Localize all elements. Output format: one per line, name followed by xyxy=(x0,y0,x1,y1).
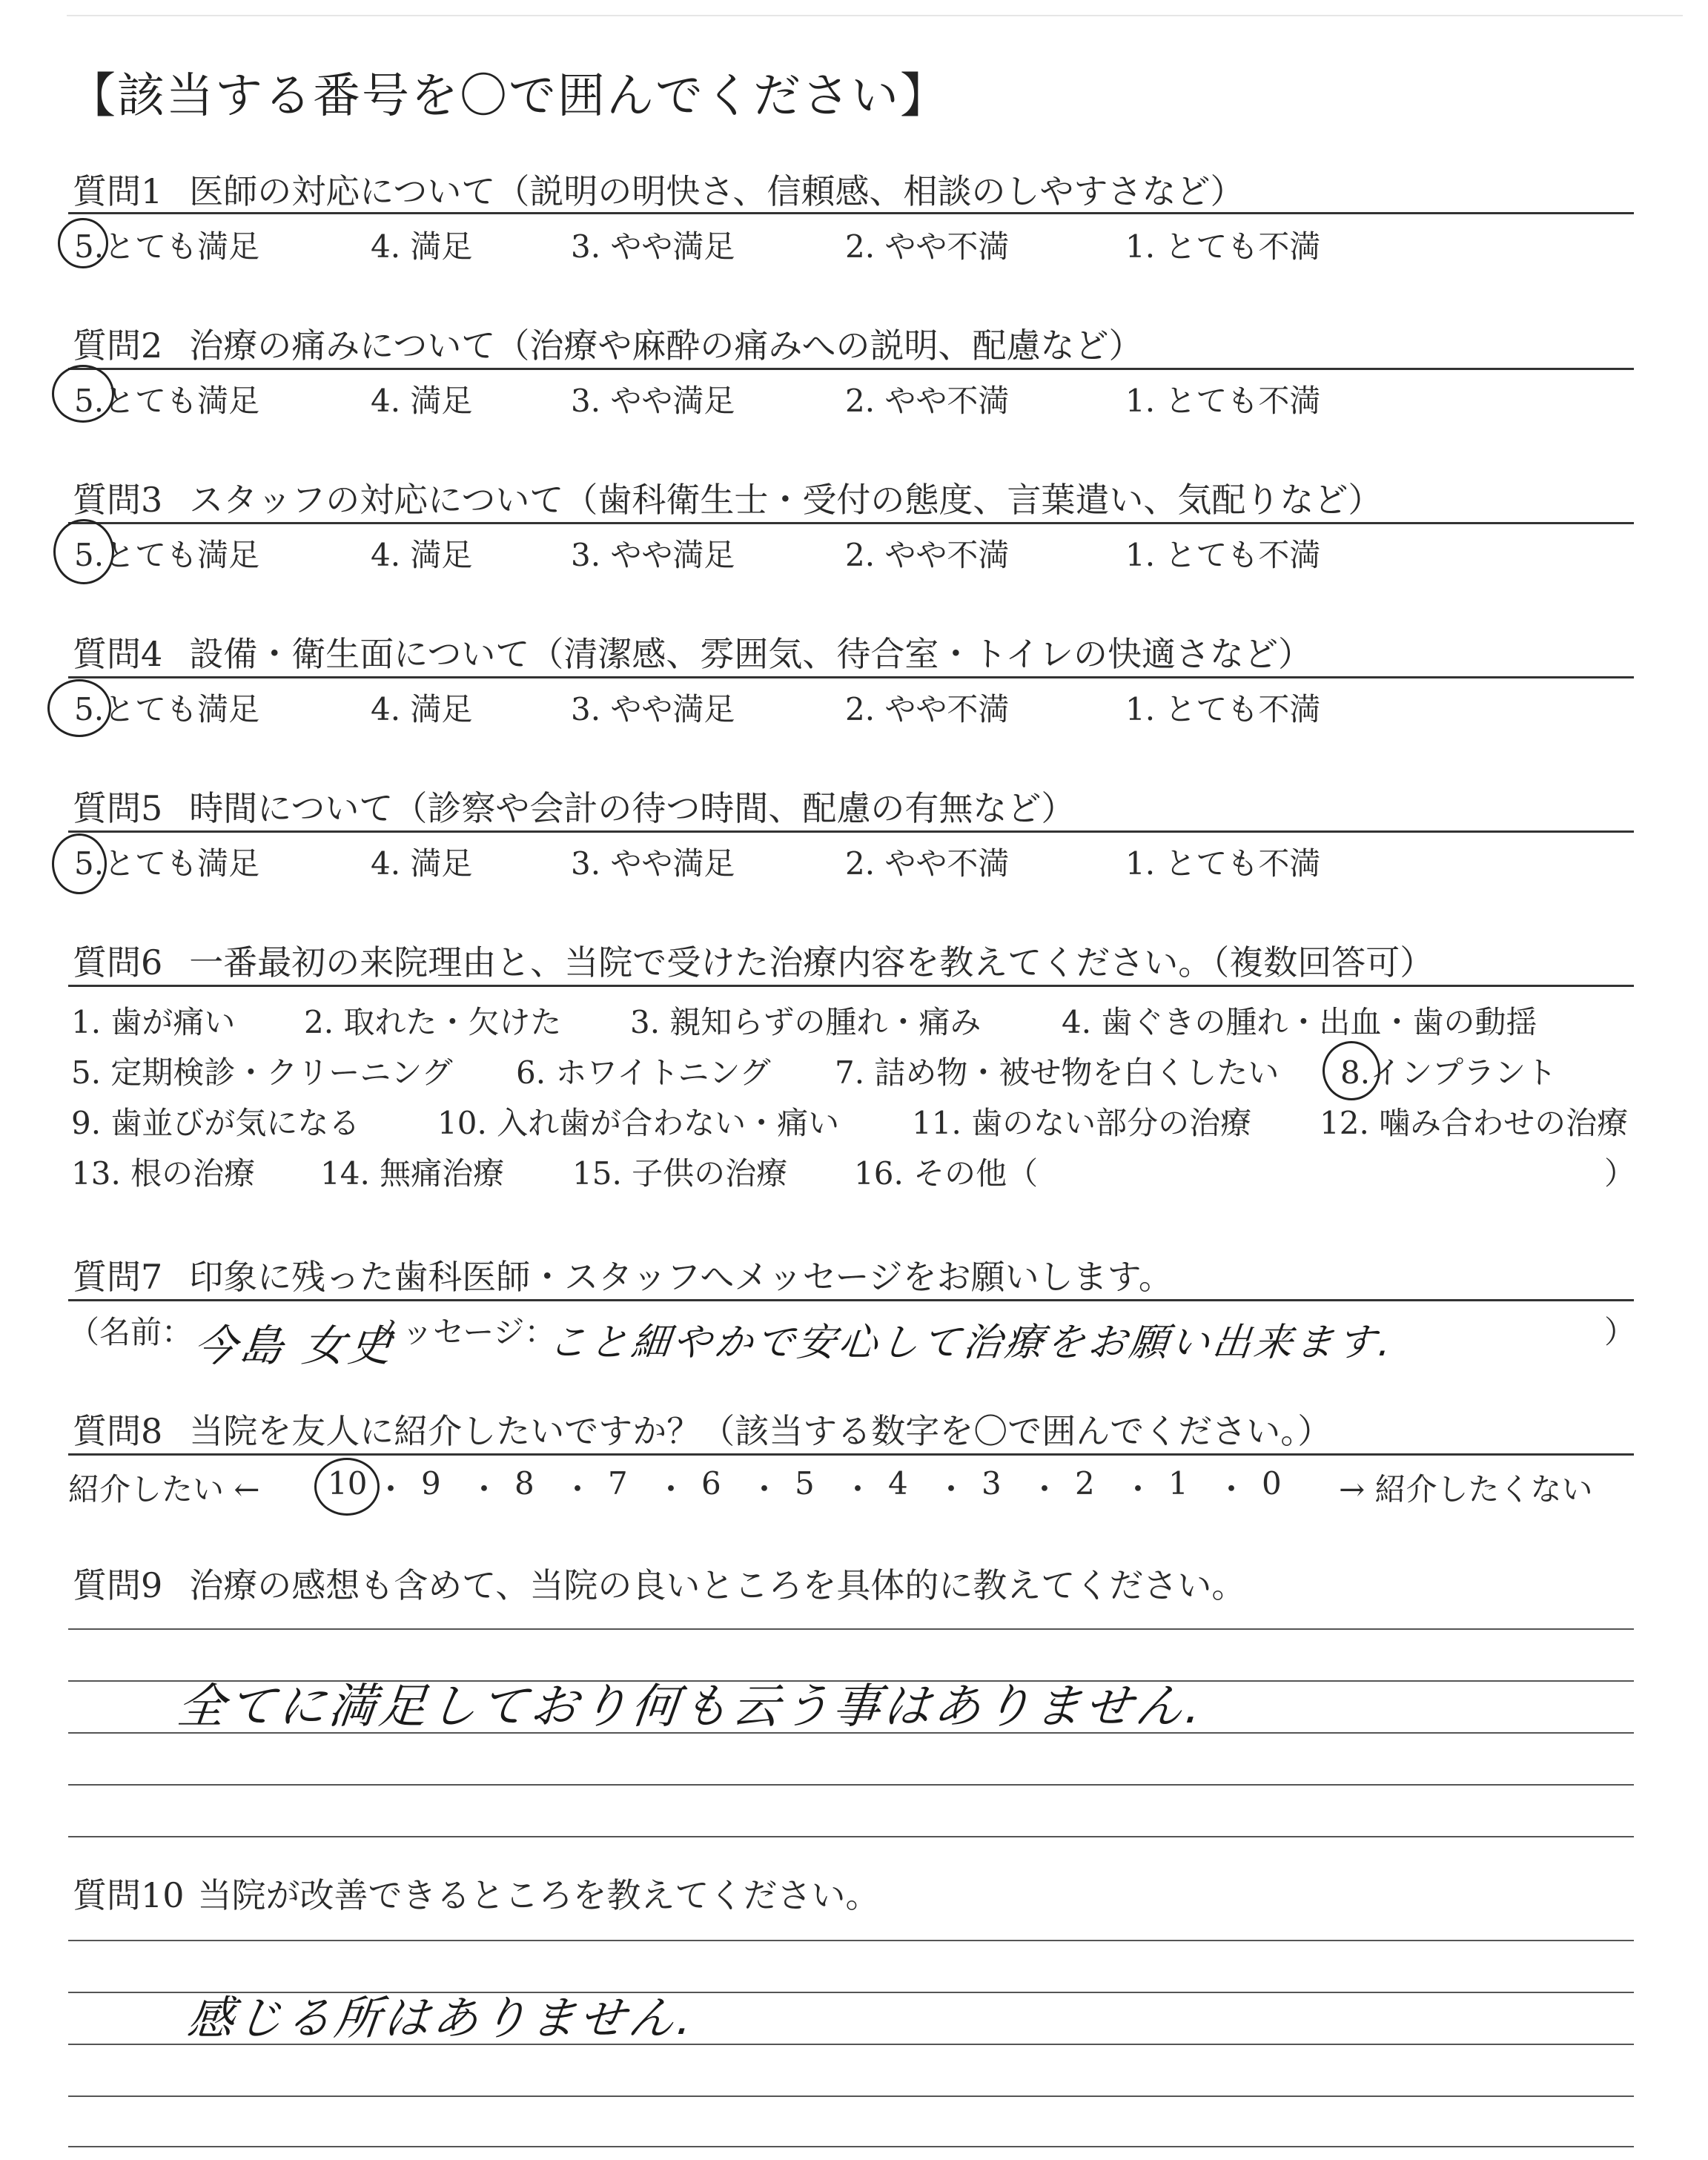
reason-option[interactable]: 2. 取れた・欠けた xyxy=(304,1004,562,1040)
selection-circle xyxy=(1323,1041,1380,1100)
scale-separator: ・ xyxy=(936,1471,967,1507)
answer-line xyxy=(68,1628,1634,1630)
question-text: 時間について（診察や会計の待つ時間、配慮の有無など） xyxy=(189,788,1076,828)
scale-value-5[interactable]: 5 xyxy=(795,1465,815,1502)
option-2[interactable]: 2. やや不満 xyxy=(845,537,1010,573)
question-rule xyxy=(68,368,1634,370)
question-text: 当院が改善できるところを教えてください。 xyxy=(197,1875,880,1915)
scale-value-10[interactable]: 10 xyxy=(328,1465,368,1502)
name-label: （名前： xyxy=(68,1314,193,1350)
question-text: 印象に残った歯科医師・スタッフへメッセージをお願いします。 xyxy=(189,1257,1173,1297)
scale-value-9[interactable]: 9 xyxy=(421,1465,441,1502)
option-4[interactable]: 4. 満足 xyxy=(371,691,473,727)
message-value[interactable]: こと細やかで安心して治療をお願い出来ます. xyxy=(546,1321,1397,1365)
selection-circle xyxy=(58,218,108,268)
question-rule xyxy=(68,830,1634,833)
question-number: 質問1 xyxy=(73,171,163,211)
reason-option[interactable]: 1. 歯が痛い xyxy=(71,1004,236,1040)
answer-line xyxy=(68,1784,1634,1786)
question-number: 質問10 xyxy=(73,1875,185,1915)
page-title: 【該当する番号を〇で囲んでください】 xyxy=(68,69,949,124)
selection-circle xyxy=(314,1458,380,1516)
close-paren: ） xyxy=(1604,1155,1636,1192)
question-rule xyxy=(68,1453,1634,1456)
option-5[interactable]: 5.とても満足 xyxy=(74,537,260,573)
option-3[interactable]: 3. やや満足 xyxy=(571,228,735,265)
option-1[interactable]: 1. とても不満 xyxy=(1125,691,1321,727)
question-text: 治療の痛みについて（治療や麻酔の痛みへの説明、配慮など） xyxy=(189,326,1143,366)
reason-option[interactable]: 9. 歯並びが気になる xyxy=(71,1105,360,1141)
scale-separator: ・ xyxy=(1029,1471,1061,1507)
question-number: 質問7 xyxy=(73,1257,163,1297)
reason-option[interactable]: 13. 根の治療 xyxy=(71,1155,256,1192)
reason-option[interactable]: 6. ホワイトニング xyxy=(516,1054,771,1091)
option-4[interactable]: 4. 満足 xyxy=(371,383,473,419)
question-rule xyxy=(68,985,1634,987)
answer-line xyxy=(68,1836,1634,1837)
option-3[interactable]: 3. やや満足 xyxy=(571,845,735,882)
scale-separator: ・ xyxy=(375,1471,407,1507)
improvement-answer[interactable]: 感じる所はありません. xyxy=(185,1991,698,2045)
question-rule xyxy=(68,676,1634,678)
option-4[interactable]: 4. 満足 xyxy=(371,537,473,573)
scale-value-1[interactable]: 1 xyxy=(1168,1465,1188,1502)
scale-value-6[interactable]: 6 xyxy=(701,1465,721,1502)
close-paren: ） xyxy=(1604,1314,1636,1350)
option-5[interactable]: 5.とても満足 xyxy=(74,383,260,419)
reason-option[interactable]: 8.インプラント xyxy=(1340,1054,1558,1091)
question-rule xyxy=(68,1299,1634,1301)
option-4[interactable]: 4. 満足 xyxy=(371,845,473,882)
option-2[interactable]: 2. やや不満 xyxy=(845,228,1010,265)
scale-value-7[interactable]: 7 xyxy=(608,1465,628,1502)
reason-option[interactable]: 7. 詰め物・被せ物を白くしたい xyxy=(835,1054,1280,1091)
scale-separator: ・ xyxy=(1216,1471,1248,1507)
question-rule xyxy=(68,522,1634,524)
scale-separator: ・ xyxy=(1122,1471,1154,1507)
option-5[interactable]: 5.とても満足 xyxy=(74,228,260,265)
question-text: スタッフの対応について（歯科衛生士・受付の態度、言葉遣い、気配りなど） xyxy=(189,480,1383,520)
answer-line xyxy=(68,2095,1634,2097)
recommend-left-label: 紹介したい ← xyxy=(68,1471,260,1507)
option-2[interactable]: 2. やや不満 xyxy=(845,383,1010,419)
scale-value-0[interactable]: 0 xyxy=(1262,1465,1282,1502)
question-number: 質問9 xyxy=(73,1565,163,1605)
answer-line xyxy=(68,2146,1634,2147)
question-number: 質問8 xyxy=(73,1411,163,1451)
reason-option[interactable]: 3. 親知らずの腫れ・痛み xyxy=(630,1004,982,1040)
scale-value-3[interactable]: 3 xyxy=(982,1465,1002,1502)
question-text: 設備・衛生面について（清潔感、雰囲気、待合室・トイレの快適さなど） xyxy=(189,634,1313,674)
option-1[interactable]: 1. とても不満 xyxy=(1125,383,1321,419)
scale-value-8[interactable]: 8 xyxy=(514,1465,534,1502)
scale-separator: ・ xyxy=(749,1471,781,1507)
selection-circle xyxy=(52,833,107,894)
option-2[interactable]: 2. やや不満 xyxy=(845,691,1010,727)
option-5[interactable]: 5.とても満足 xyxy=(74,691,260,727)
selection-circle xyxy=(47,679,111,737)
question-text: 一番最初の来院理由と、当院で受けた治療内容を教えてください。（複数回答可） xyxy=(189,942,1434,982)
good-points-answer[interactable]: 全てに満足しており何も云う事はありません. xyxy=(174,1680,1207,1734)
question-number: 質問4 xyxy=(73,634,163,674)
reason-option[interactable]: 16. その他（ xyxy=(854,1155,1039,1192)
option-1[interactable]: 1. とても不満 xyxy=(1125,537,1321,573)
option-4[interactable]: 4. 満足 xyxy=(371,228,473,265)
scale-separator: ・ xyxy=(842,1471,874,1507)
scale-separator: ・ xyxy=(562,1471,594,1507)
option-1[interactable]: 1. とても不満 xyxy=(1125,845,1321,882)
selection-circle xyxy=(53,519,114,584)
scale-separator: ・ xyxy=(655,1471,687,1507)
question-rule xyxy=(68,212,1634,214)
reason-option[interactable]: 15. 子供の治療 xyxy=(572,1155,788,1192)
message-label: メッセージ： xyxy=(371,1314,556,1350)
scale-separator: ・ xyxy=(469,1471,500,1507)
question-number: 質問5 xyxy=(73,788,163,828)
question-text: 治療の感想も含めて、当院の良いところを具体的に教えてください。 xyxy=(189,1565,1246,1605)
question-text: 当院を友人に紹介したいですか？（該当する数字を〇で囲んでください。） xyxy=(189,1411,1332,1451)
scale-value-4[interactable]: 4 xyxy=(888,1465,908,1502)
question-number: 質問6 xyxy=(73,942,163,982)
selection-circle xyxy=(52,365,114,423)
option-5[interactable]: 5.とても満足 xyxy=(74,845,260,882)
reason-option[interactable]: 12. 噛み合わせの治療 xyxy=(1320,1105,1629,1141)
question-number: 質問2 xyxy=(73,326,163,366)
reason-option[interactable]: 4. 歯ぐきの腫れ・出血・歯の動揺 xyxy=(1062,1004,1537,1040)
answer-line xyxy=(68,1940,1634,1941)
reason-option[interactable]: 10. 入れ歯が合わない・痛い xyxy=(437,1105,840,1141)
option-3[interactable]: 3. やや満足 xyxy=(571,691,735,727)
option-3[interactable]: 3. やや満足 xyxy=(571,383,735,419)
question-number: 質問3 xyxy=(73,480,163,520)
reason-option[interactable]: 14. 無痛治療 xyxy=(320,1155,505,1192)
option-1[interactable]: 1. とても不満 xyxy=(1125,228,1321,265)
recommend-right-label: → 紹介したくない xyxy=(1339,1471,1593,1507)
top-border xyxy=(67,15,1683,16)
question-text: 医師の対応について（説明の明快さ、信頼感、相談のしやすさなど） xyxy=(189,171,1245,211)
reason-option[interactable]: 5. 定期検診・クリーニング xyxy=(71,1054,453,1091)
scale-value-2[interactable]: 2 xyxy=(1075,1465,1095,1502)
reason-option[interactable]: 11. 歯のない部分の治療 xyxy=(912,1105,1252,1141)
name-value[interactable]: 今島 女史 xyxy=(191,1321,397,1371)
option-3[interactable]: 3. やや満足 xyxy=(571,537,735,573)
option-2[interactable]: 2. やや不満 xyxy=(845,845,1010,882)
